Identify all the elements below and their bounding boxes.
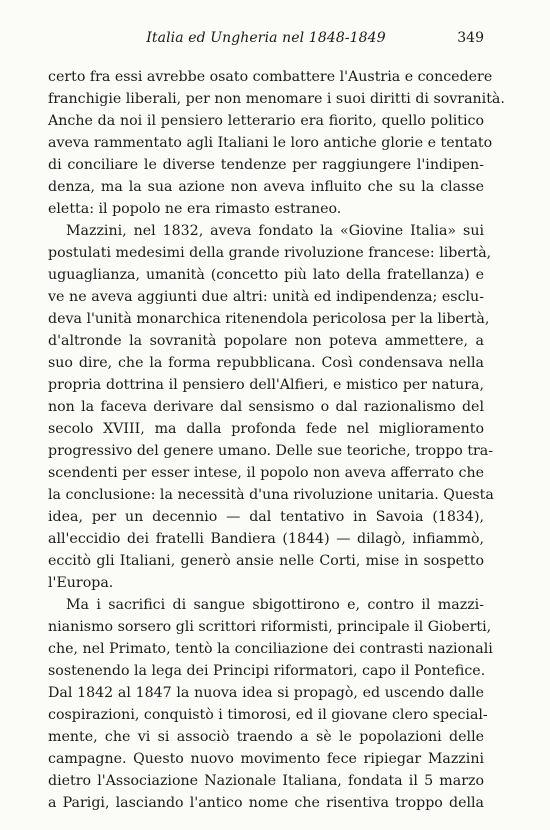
text-line: all'eccidio dei fratelli Bandiera (1844) — dilagò, infiammò, xyxy=(48,531,484,547)
text-line: la conclusione: la necessità d'una rivoluzione unitaria. Questa xyxy=(48,487,494,503)
text-line: cospirazioni, conquistò i timorosi, ed il giovane clero special- xyxy=(48,707,488,723)
text-line: idea, per un decennio — dal tentativo in Savoia (1834), xyxy=(48,509,484,525)
text-line: che, nel Primato, tentò la conciliazione dei contrasti nazionali xyxy=(48,641,493,657)
text-line: secolo XVIII, ma dalla profonda fede nel miglioramento xyxy=(48,421,484,437)
text-line: Dal 1842 al 1847 la nuova idea si propagò, ed uscendo dalle xyxy=(48,685,484,701)
text-line: propria dottrina il pensiero dell'Alfieri, e mistico per natura, xyxy=(48,377,484,393)
text-line: uguaglianza, umanità (concetto più lato della fratellanza) e xyxy=(48,267,484,283)
page-header xyxy=(48,30,484,50)
text-line: a Parigi, lasciando l'antico nome che risentiva troppo della xyxy=(48,795,484,811)
page-number: 349 xyxy=(457,30,484,46)
text-line: suo dire, che la forma repubblicana. Così condensava nella xyxy=(48,355,484,371)
text-line: deva l'unità monarchica ritenendola pericolosa per la libertà, xyxy=(48,311,490,327)
running-title: Italia ed Ungheria nel 1848-1849 xyxy=(146,30,386,46)
text-line: d'altronde la sovranità popolare non poteva ammettere, a xyxy=(48,333,484,349)
text-line: scendenti per esser intese, il popolo non aveva afferrato che xyxy=(48,465,484,481)
text-line: campagne. Questo nuovo movimento fece ripiegar Mazzini xyxy=(48,751,484,767)
text-line: mente, che vi si associò traendo a sè le popolazioni delle xyxy=(48,729,484,745)
text-line: denza, ma la sua azione non aveva influito che su la classe xyxy=(48,179,484,195)
text-line: franchigie liberali, per non menomare i suoi diritti di sovranità. xyxy=(48,91,505,107)
text-line: ve ne aveva aggiunti due altri: unità ed indipendenza; esclu- xyxy=(48,289,484,305)
text-line: Ma i sacrifici di sangue sbigottirono e, contro il mazzi- xyxy=(66,597,484,613)
text-line: l'Europa. xyxy=(48,575,114,591)
text-line: eccitò gli Italiani, generò ansie nelle Corti, mise in sospetto xyxy=(48,553,484,569)
text-line: certo fra essi avrebbe osato combattere l'Austria e concedere xyxy=(48,69,493,85)
text-line: di conciliare le diverse tendenze per raggiungere l'indipen- xyxy=(48,157,484,173)
body-text xyxy=(48,66,505,814)
text-line: progressivo del genere umano. Delle sue teoriche, troppo tra- xyxy=(48,443,494,459)
text-line: non la faceva derivare dal sensismo o dal razionalismo del xyxy=(48,399,484,415)
text-line: dietro l'Associazione Nazionale Italiana, fondata il 5 marzo xyxy=(48,773,484,789)
text-line: postulati medesimi della grande rivoluzione francese: libertà, xyxy=(48,245,492,261)
text-line: nianismo sorsero gli scrittori riformisti, principale il Gioberti, xyxy=(48,619,492,635)
text-line: sostenendo la lega dei Principi riformatori, capo il Pontefice. xyxy=(48,663,486,679)
text-line: eletta: il popolo ne era rimasto estraneo. xyxy=(48,201,342,217)
text-line: Mazzini, nel 1832, aveva fondato la «Giovine Italia» sui xyxy=(66,223,484,239)
text-line: Anche da noi il pensiero letterario era fiorito, quello politico xyxy=(48,113,484,129)
text-line: aveva rammentato agli Italiani le loro antiche glorie e tentato xyxy=(48,135,493,151)
